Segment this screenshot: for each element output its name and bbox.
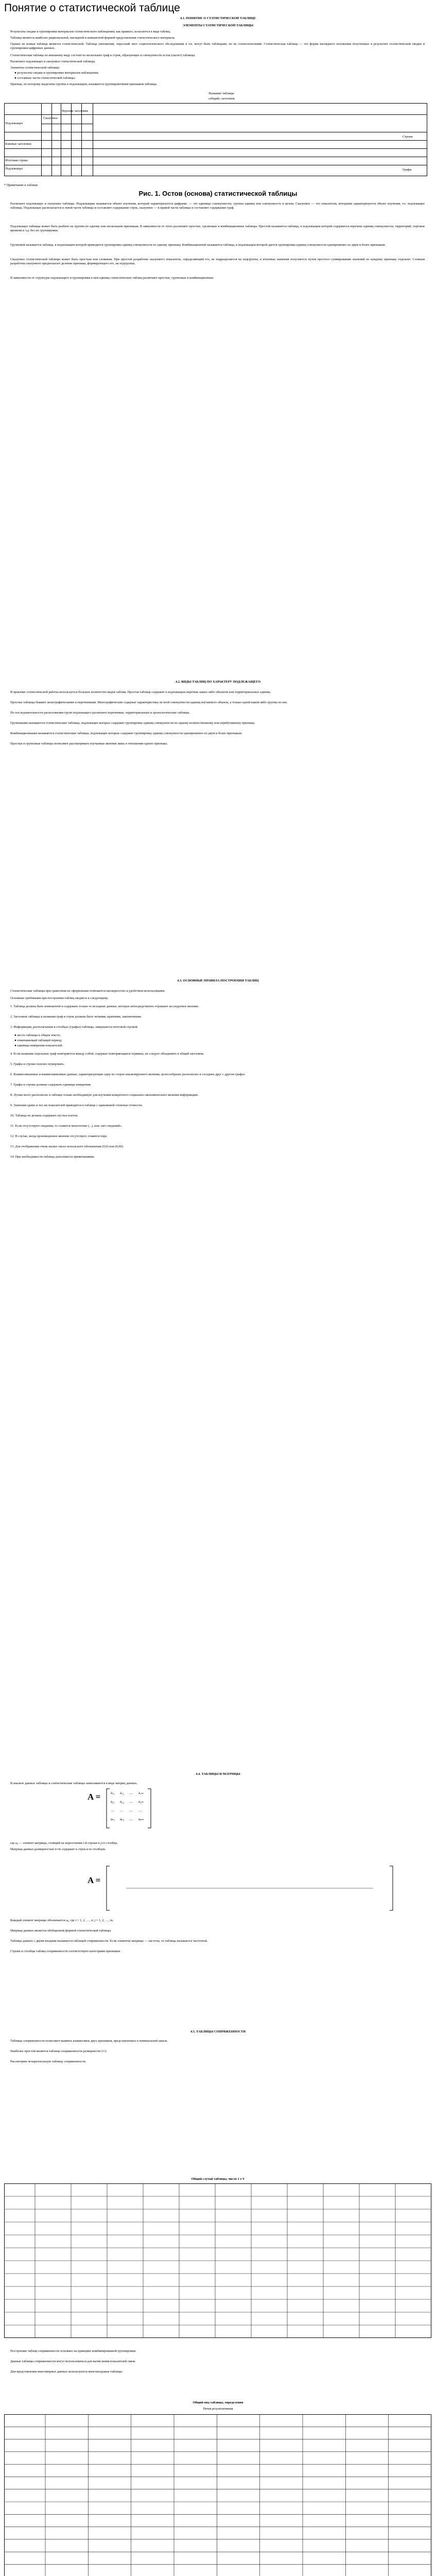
section-heading: 4.3. ОСНОВНЫЕ ПРАВИЛА ПОСТРОЕНИЯ ТАБЛИЦ bbox=[177, 979, 259, 982]
paragraph: 3. Информация, располагаемая в столбцах (графах) таблицы, завершается итоговой строкой. bbox=[10, 1025, 138, 1029]
paragraph: В анализе данных таблицы и статистические таблицы записываются в виде матриц данных. bbox=[10, 1782, 137, 1785]
matrix-entry: a₁₂ bbox=[120, 1791, 124, 1795]
list-intro: Элементы статистической таблицы: bbox=[10, 66, 60, 70]
paragraph: В зависимости от структуры подлежащего и группировки в нем единиц статистических таблиц различают простые, групповые и комбинационные. bbox=[10, 276, 214, 280]
matrix-entry: … bbox=[129, 1808, 133, 1812]
table-header-label: «общий» заголовок bbox=[207, 97, 235, 100]
paragraph: Признак, по которому выделены группы в подлежащем, называется группировочным признаком таблицы. bbox=[10, 82, 158, 86]
section-heading: 4.5. ТАБЛИЦЫ СОПРЯЖЕННОСТИ bbox=[190, 2030, 246, 2033]
paragraph: Статистические таблицы при грамотном их оформлении отличаются наглядностью и удобством использования. bbox=[10, 989, 165, 993]
matrix-entry: a₂₂ bbox=[120, 1800, 124, 1804]
section-heading: 4.2. ВИДЫ ТАБЛИЦ ПО ХАРАКТЕРУ ПОДЛЕЖАЩЕГО bbox=[176, 680, 260, 684]
matrix-entry: a₁ₘ bbox=[138, 1791, 144, 1795]
side-label: Строки bbox=[403, 135, 413, 139]
matrix-entry: aₙₘ bbox=[138, 1817, 144, 1821]
paragraph: Комбинационными называются статистические таблицы, подлежащее которых содержит группировку единиц совокупности одновременно по двум и более признакам. bbox=[10, 732, 242, 735]
paragraph: 7. Графы и строки должны содержать единицы измерения. bbox=[10, 1083, 92, 1087]
paragraph: Различают подлежащее и сказуемое таблицы. Подлежащим называется объект изучения, который характеризуется цифрами, — это единицы совокупности, группы единиц или совокупность в целом. Сказуемое — это показатели, которыми характеризуется объект изучения, т.е. подлежащее таблицы. Подлежащее располагается в левой части таблицы и составляет содержание строк, сказуемое — в правой части таблицы и составляет содержание граф. bbox=[10, 202, 425, 210]
table-subtitle: Пятая результативная bbox=[203, 2407, 233, 2411]
table-note: * Примечание к таблице bbox=[4, 183, 38, 187]
paragraph: Подлежащее таблицы может быть разбито на группы по одному или нескольким признакам. В зависимости от этого различают простые, групповые и комбинационные таблицы. Простой называется таблица, в подлежащем которой содержится перечень единиц совокупности, территорий, отрезков времени и т.д. без их группировки. bbox=[10, 225, 425, 232]
paragraph: Таблица является наиболее рациональной, наглядной и компактной формой представления статистического материала. bbox=[10, 36, 176, 40]
paragraph: Таблицы сопряженности позволяют выявить взаимосвязь двух признаков, представленных в номинальной шкале. bbox=[10, 2039, 168, 2043]
paragraph: По последовательности расположения групп подлежащего различают перечневые, территориальные и хронологические таблицы. bbox=[10, 711, 190, 715]
row-label: Боковые заголовки bbox=[5, 142, 31, 146]
paragraph: 12. В случае, когда произведенное явление отсутствует, ставится тире. bbox=[10, 1134, 108, 1138]
matrix-brackets-2 bbox=[106, 1865, 394, 1911]
paragraph: Простые таблицы бывают монографическими и перечневыми. Монографические содержат характеристику не всей совокупности единиц изучаемого объекта, а только одной какой-либо группы из нее. bbox=[10, 701, 288, 704]
matrix-entry: … bbox=[120, 1808, 124, 1812]
paragraph: Простые и групповые таблицы позволяют рассматривать изучаемые явления лишь в отношении одного признака. bbox=[10, 742, 168, 745]
list-item: ● составные части статистической таблицы. bbox=[14, 76, 76, 80]
paragraph: 8. Лучше всего располагать в таблице только необходимую для изучения конкретного социально-экономического явления информацию. bbox=[10, 1093, 199, 1097]
table-title: Общий вид таблицы, определения bbox=[193, 2401, 243, 2404]
section-heading: 4.4. ТАБЛИЦЫ И МАТРИЦЫ bbox=[196, 1772, 240, 1776]
list-item: ● место таблицы в общем тексте; bbox=[14, 1033, 61, 1037]
matrix-entry: … bbox=[111, 1808, 114, 1812]
paragraph: 6. Взаимосвязанные и взаимозависимые данные, характеризующие одну из сторон анализируемого явления, целесообразно располагать в соседних друг с другом графах. bbox=[10, 1073, 246, 1076]
section-heading: 4.1. ПОНЯТИЕ О СТАТИСТИЧЕСКОЙ ТАБЛИЦЕ bbox=[180, 16, 256, 20]
table-title: Общий случай таблицы, число 1 x Y bbox=[191, 2177, 245, 2181]
paragraph: Групповыми называются статистические таблицы, подлежащее которых содержит группировку единиц совокупности по одному количественному или атрибутивному признаку. bbox=[10, 721, 255, 725]
paragraph: Матрица данных является обобщенной формой статистической таблицы. bbox=[10, 1929, 112, 1933]
paragraph: Групповой называется таблица, в подлежащем которой приводится группировка единиц совокупности по одному признаку. Комбинационной называется таблица, в подлежащем которой дается группировка единиц совокупности одновременно по двум и более признакам. bbox=[10, 243, 386, 247]
paragraph: Каждый элемент матрицы обозначается aᵢⱼ, где i = 1, 2, …, n; j = 1, 2, …, m. bbox=[10, 1919, 114, 1922]
definitions-table bbox=[4, 2414, 431, 2576]
paragraph: Данные таблицы сопряженности могут использоваться для вычисления показателей связи. bbox=[10, 2360, 136, 2363]
paragraph: где aᵢⱼ — элемент матрицы, стоящий на пересечении i-й строки и j-го столбца. bbox=[10, 1841, 118, 1845]
contingency-table bbox=[4, 2183, 431, 2338]
paragraph: Однако не всякая таблица является статистической. Таблица умножения, опросный лист социологического обследования и т.п. могут быть таблицами, но не статистическими. Статистическая таблица — это форма наглядного изложения полученных в результате статистической сводки и группировки цифровых данных. bbox=[10, 42, 425, 50]
paragraph: Матрица данных размерностью n×m содержит n строк и m столбцов. bbox=[10, 1848, 106, 1851]
paragraph: 10. Таблица не должна содержать пустых клеток. bbox=[10, 1114, 79, 1117]
matrix-entry: … bbox=[138, 1808, 142, 1812]
paragraph: Строки и столбцы таблиц сопряженности соответствуют категориям признаков. bbox=[10, 1950, 121, 1953]
paragraph: Для представления многомерных данных используются многовходовые таблицы. bbox=[10, 2370, 123, 2374]
paragraph: 14. При необходимости таблица дополняется примечаниями. bbox=[10, 1155, 95, 1159]
paragraph: Построение таблиц сопряженности основано на принципе комбинированной группировки. bbox=[10, 2349, 136, 2353]
side-label: Графы bbox=[403, 168, 412, 172]
paragraph: 9. Значения одних и тех же показателей приводятся в таблице с одинаковой степенью точности. bbox=[10, 1104, 143, 1107]
paragraph: 5. Графы и строки полезно нумеровать. bbox=[10, 1062, 65, 1066]
list-item: ● единицы измерения показателей. bbox=[14, 1044, 63, 1047]
paragraph: Статистическая таблица по внешнему виду состоит из нескольких граф и строк, образующих в совокупности остов (скелет) таблицы. bbox=[10, 54, 196, 57]
list-item: ● охватываемый таблицей период; bbox=[14, 1039, 62, 1042]
matrix-entry: a₂ₘ bbox=[138, 1800, 144, 1804]
matrix-entry: … bbox=[129, 1800, 133, 1804]
matrix-entry: aₙ₁ bbox=[111, 1817, 115, 1821]
matrix-entry: … bbox=[129, 1791, 133, 1795]
paragraph: 4. Если названия отдельных граф повторяются между собой, содержат повторяющиеся термины, их следует объединить в общий заголовок. bbox=[10, 1052, 204, 1056]
matrix-label-2: A = bbox=[88, 1875, 101, 1885]
paragraph: 13. Для отображения очень малых чисел используют обозначения (0,0) или (0,00). bbox=[10, 1145, 124, 1148]
matrix-entry: aₙ₂ bbox=[120, 1817, 125, 1821]
matrix-entry: a₂₁ bbox=[111, 1800, 115, 1804]
matrix-entry: a₁₁ bbox=[111, 1791, 115, 1795]
paragraph: 2. Заголовок таблицы и названия граф и строк должны быть четкими, краткими, лаконичными. bbox=[10, 1015, 142, 1019]
paragraph: Наиболее простой является таблица сопряженности размерности 2×2. bbox=[10, 2049, 108, 2053]
col-header: Сказуемое bbox=[43, 116, 58, 120]
paragraph: 11. Если отсутствуют сведения, то ставится многоточие (...), или «нет сведений». bbox=[10, 1124, 123, 1128]
paragraph: Основные требования при построении таблиц сводятся к следующему. bbox=[10, 996, 109, 1000]
paragraph: Сказуемое статистической таблицы может быть простым или сложным. При простой разработке сказуемого показатель, определяющий его, не подразделяется на подгруппы, и итоговые значения получаются путем простого суммирования значений по каждому признаку отдельно. Сложная разработка сказуемого предполагает деление признака, формирующего его, на подгруппы. bbox=[10, 258, 425, 265]
paragraph: 1. Таблица должна быть компактной и содержать только те исходные данные, которые непосредственно отражают исследуемое явление. bbox=[10, 1005, 199, 1008]
paragraph: Рассмотрим четырехпольную таблицу сопряженности. bbox=[10, 2060, 86, 2063]
paragraph: Результаты сводки и группировки материалов статистического наблюдения, как правило, излагаются в виде таблиц. bbox=[10, 30, 171, 33]
col-header: Подлежащее bbox=[5, 122, 23, 125]
table-name-label: Название таблицы bbox=[208, 92, 234, 95]
matrix-label: A = bbox=[88, 1792, 101, 1802]
matrix-entry: … bbox=[129, 1817, 133, 1821]
page-title: Понятие о статистической таблице bbox=[4, 2, 180, 14]
paragraph: В практике статистической работы используется большое количество видов таблиц. Простая таблица содержит в подлежащем перечень каких-либо объектов или территориальных единиц. bbox=[10, 690, 271, 694]
section-subheading: ЭЛЕМЕНТЫ СТАТИСТИЧЕСКОЙ ТАБЛИЦЫ bbox=[182, 24, 254, 27]
list-item: ● результаты сводки и группировки материалов наблюдения; bbox=[14, 71, 99, 75]
row-label: Итоговая строка bbox=[5, 159, 28, 162]
col-header: Верхние заголовки bbox=[62, 109, 88, 113]
row-label: Подлежащее bbox=[5, 167, 23, 171]
figure-caption: Рис. 1. Остов (основа) статистической таблицы bbox=[138, 190, 298, 197]
paragraph: Таблица данных с двумя входами называется таблицей сопряженности. Если элементы матрицы — частоты, то таблица называется частотной. bbox=[10, 1939, 208, 1943]
paragraph: Различают подлежащее и сказуемое статистической таблицы. bbox=[10, 60, 96, 63]
